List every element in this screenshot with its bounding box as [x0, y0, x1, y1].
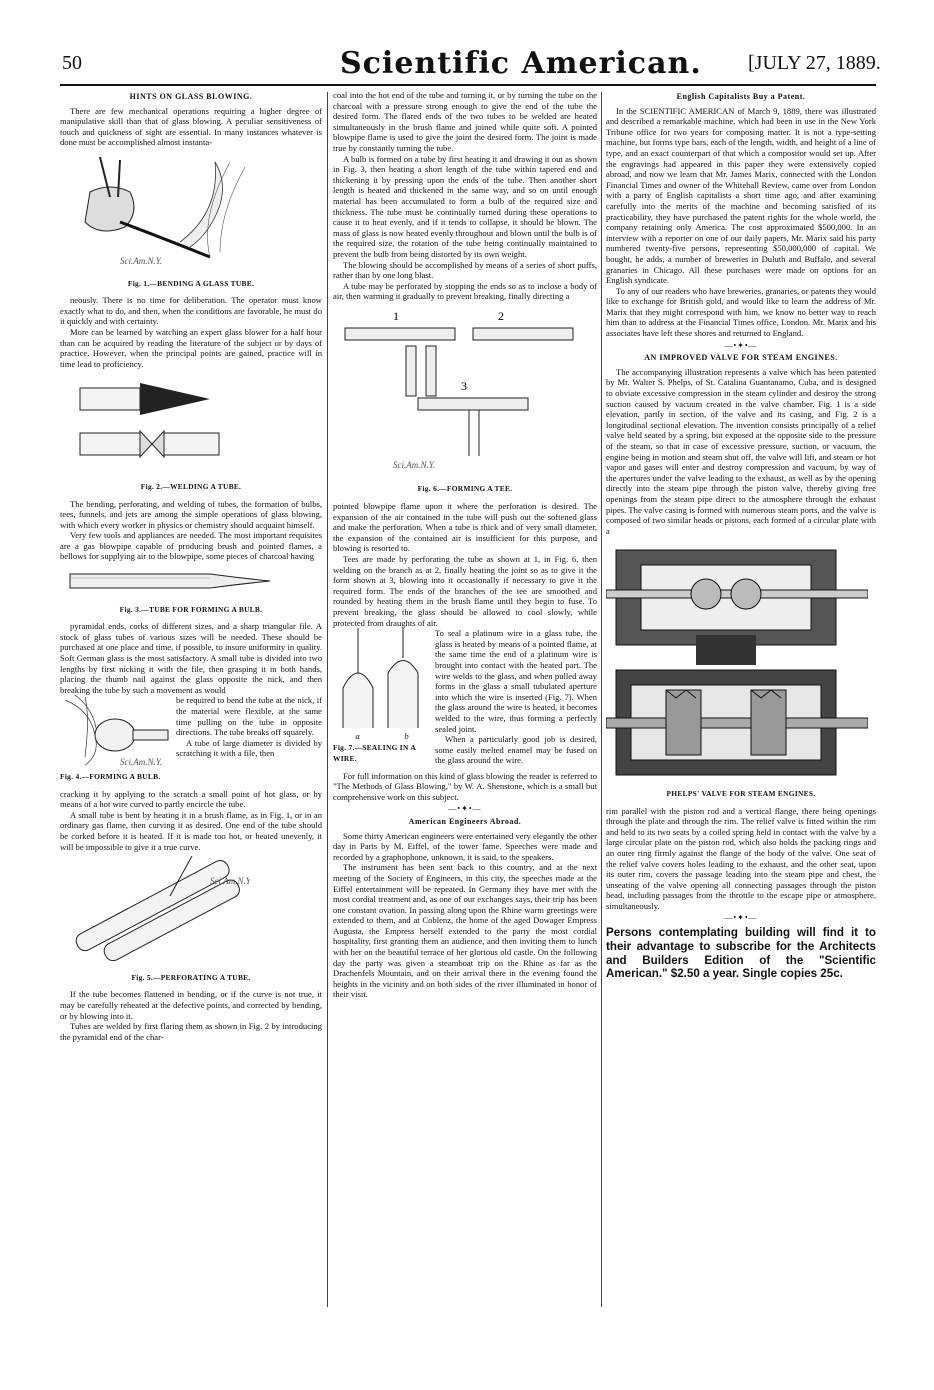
figure-sealing-wire: [333, 628, 431, 728]
paragraph: cracking it by applying to the scratch a small point of hot glass, or by means of a hot wire curved to partly encircle the tube.: [60, 788, 322, 810]
paragraph: A bulb is formed on a tube by first heating it and drawing it out as shown in Fig. 3, then heating a short length of the tube within tapered end and thickening it by pressing upon the ends of the tube. Then another short length is heated and thickened in the same way, and so on until enough material has been accumulated to form a bulb of the required size and thickness. The tube must be continually turned during these operations to cause it to heat evenly, and if it tends to collapse, it should be blown. The mass of glass is now heated evenly throughout and blown until the bulb is of the required size, the rotation of the tube being continually maintained to prevent the bulb from being distorted by its own weight.: [333, 153, 597, 259]
paragraph: pointed blowpipe flame upon it where the perforation is desired. The expansion of the air contained in the tube will push out the softened glass and make the perforation. When a tube is thick and of very small diameter, the expansion of the contained air is insufficient for this purpose, and blowing is resorted to.: [333, 501, 597, 554]
paragraph: A tube may be perforated by stopping the ends so as to inclose a body of air, then warming it gradually to prevent breaking, finally directing a: [333, 280, 597, 302]
paragraph: Very few tools and appliances are needed. The most important requisites are a gas blowpipe capable of producing brush and pointed flames, a bellows for supplying air to the blowpipe, some pieces of charcoal having: [60, 530, 322, 562]
figure-forming-bulb: [60, 695, 172, 767]
fig6-label-1: 1: [393, 308, 399, 323]
column-rule: [601, 92, 602, 1307]
fig7-wrap: [333, 628, 597, 770]
column-rule: [327, 92, 328, 1307]
figure-caption: Fig. 2.—WELDING A TUBE.: [140, 481, 242, 491]
paragraph: Tees are made by perforating the tube as shown at 1, in Fig. 6, then welding on the branch as at 2, finally heating the joint so as to give it the form shown at 3, blowing into it occasionally if necessary to give it the required form. The ends of the branches of the tee are smoothed and rounded by heating them in the brush flame until they begin to fuse. To prevent breaking, the glass should be allowed to cool slowly, while protected from draughts of air.: [333, 554, 597, 628]
column-1: [60, 90, 322, 1042]
page-number: 50: [62, 52, 82, 74]
paragraph: A tube of large diameter is divided by scratching it with a file, then: [176, 737, 322, 759]
fig7-label-a: a: [355, 730, 360, 741]
figure-caption: Fig. 3.—TUBE FOR FORMING A BULB.: [119, 604, 263, 614]
paragraph: Some thirty American engineers were entertained very elegantly the other day in Paris by M. Eiffel, of the tower fame. Speeches were made and recorded by a graphophone, unknown, it is said, to the speakers.: [333, 830, 597, 862]
fig4-signature: Sci.Am.N.Y.: [120, 757, 163, 768]
fig7-labels: [333, 731, 431, 742]
issue-date: [JULY 27, 1889.: [748, 52, 881, 74]
fig6-signature: Sci.Am.N.Y.: [393, 459, 436, 470]
paragraph: To seal a platinum wire in a glass tube, the glass is heated by means of a pointed flame, at the same time the end of a platinum wire is brought into contact with the heated part. The wire welds to the glass, and when pulled away forms in the glass a small tubulated aperture into which the wire is inserted (Fig. 7). When the glass around the wire is heated, it becomes welded to the wire, thus forming a perfectly sealed joint.: [435, 628, 597, 734]
column-2: [333, 90, 597, 1000]
fig7-text: [435, 628, 597, 770]
figure-caption: Fig. 7.—SEALING IN A WIRE.: [333, 743, 416, 763]
fig4-block: [60, 695, 172, 788]
fig4-wrap: [60, 695, 322, 788]
article-heading-glass-blowing: HINTS ON GLASS BLOWING.: [129, 92, 253, 101]
fig5-signature: Sci.Am.N.Y.: [210, 876, 250, 887]
fig6-label-3: 3: [461, 378, 467, 393]
fig7-label-b: b: [404, 730, 409, 741]
paragraph: be required to bend the tube at the nick, if the material were flexible, at the same time pulling on the tube in opposite directions. The tube breaks off squarely.: [176, 695, 322, 738]
column-3: [606, 90, 876, 981]
paragraph: The bending, perforating, and welding of tubes, the formation of bulbs, tees, funnels, and jets are among the simple operations of glass blowing, with which every worker in physics or chemistry should acquaint himself.: [60, 498, 322, 530]
figure-welding-tube: [60, 373, 230, 473]
paragraph: rim parallel with the piston rod and a vertical flange, there being openings through the plate and through the rim. The relief valve is fitted within the rim and held to its two seats by a coiled spring held in contact with the valve by a large circular plate on the piston rod, which also holds the packing rings and an outer ring firmly against the flange of the body of the valve. One seat of the relief valve covers holes leading to the exhaust, and the other seat, upon its outer rim, covers the passage leading into the steam pipe and chest, the unseating of the valve opening all connecting passages through the piston head, including passages from the throttle to the escape pipe or atmosphere, simultaneously.: [606, 805, 876, 911]
header-rule: [60, 84, 876, 86]
article-heading-valve: AN IMPROVED VALVE FOR STEAM ENGINES.: [644, 353, 838, 363]
paragraph: To any of our readers who have breweries, granaries, or patents they would like to exchange for British gold, and would like to learn the address of Mr. Marix that they might correspond with him, we know no better way to reach him than to address at the Financial Times office, London. Mr. Marix and his associates have left these shores and returned to England.: [606, 285, 876, 339]
paragraph: When a particularly good job is desired, some easily melted enamel may be fused on the glass around the wire.: [435, 734, 597, 766]
figure-caption: PHELPS' VALVE FOR STEAM ENGINES.: [666, 788, 816, 798]
subscription-notice: Persons contemplating building will find it to their advantage to subscribe for the Architects and Builders Edition of the "Scientific American." $2.50 a year. Single copies 25c.: [606, 926, 876, 981]
fig6-label-2: 2: [498, 308, 504, 323]
paragraph: For full information on this kind of glass blowing the reader is referred to "The Methods of Glass Blowing," by W. A. Shenstone, which is a small but comprehensive work on this subject.: [333, 770, 597, 802]
figure-caption: Fig. 1.—BENDING A GLASS TUBE.: [127, 278, 255, 288]
paragraph: If the tube becomes flattened in bending, or if the curve is not true, it may be carefully reheated at the defective points, and corrected by bending, or by blowing into it.: [60, 989, 322, 1021]
article-heading-capitalists: English Capitalists Buy a Patent.: [676, 92, 806, 101]
figure-bending-glass-tube: [60, 152, 260, 270]
figure-caption: Fig. 5.—PERFORATING A TUBE.: [131, 972, 251, 982]
paragraph: The blowing should be accomplished by means of a series of short puffs, rather than by one long blast.: [333, 259, 597, 281]
figure-perforating-tube: [60, 856, 250, 964]
section-divider: —•✦•—: [724, 913, 758, 923]
paragraph: pyramidal ends, corks of different sizes, and a sharp triangular file. A stock of glass tubes of various sizes will be needed. These should be purchased at one place and time, if possible, to insure uniformity in quality. Soft German glass is the most satisfactory. A small tube is divided into two lengths by first nicking it with the file, then grasping it in both hands, placing the thumb nail against the glass opposite the nick, and then breaking the tube by such a movement as would: [60, 621, 322, 695]
paragraph: More can be learned by watching an expert glass blower for a half hour than can be acquired by reading the literature of the subject or by days of practice. However, when the principal points are gained, practice will in time lead to proficiency.: [60, 326, 322, 369]
section-divider: —•✦•—: [724, 340, 758, 350]
paragraph: The accompanying illustration represents a valve which has been patented by Mr. Walter S. Phelps, of St. Catalina Guantanamo, Cuba, and is designed to obviate excessive compression in the steam cylinder and destroy the strong suction caused by vacuum created in the valve chamber. Fig. 1 is a side elevation, partly in section, of the valve and its casing, and Fig. 2 is a longitudinal sectional elevation. The invention consists principally of a relief valve held seated by a spring, but exposed at the opposite side to the pressure of the steam, so that in case of excessive pressure, suction, or vacuum, the engine being in motion and steam shut off, the valve will lift, and steam or hot vapor and gases will enter and destroy compression and vacuum, by way of the apertures under the valve leading to the exhaust, as well as by the opening directly into the steam pipe through the piston valve, thereby giving free openings from the steam pipe direct to the atmosphere through the exhaust pipes. The valve casing is formed with numerous steam ports, and the valve is composed of two similar heads or pistons, each formed of a circular plate with a: [606, 366, 876, 536]
fig7-block: [333, 628, 431, 770]
figure-forming-tee: [333, 306, 583, 476]
fig4-text: [176, 695, 322, 788]
article-heading-engineers: American Engineers Abroad.: [408, 816, 522, 826]
paragraph: A small tube is bent by heating it in a brush flame, as in Fig. 1, or in an ordinary gas flame, then curving it as desired. One end of the tube should be corked before it is heated. If it is made too hot, or heated unevenly, it will be impossible to give it a true curve.: [60, 809, 322, 852]
paragraph: The instrument has been sent back to this country, and at the next meeting of the Society of Engineers, in this city, the speeches made at the Eiffel entertainment will be repeated. In Germany they have met with the most cordial treatment and, as one of our exchanges says, their trip has been one constant ovation. In passing along upon the Rhine warm greetings were extended to them, and at Coblenz, the home of the aged Dowager Empress Augusta, the Empress herself extended to the party the most cordial hospitality, first granting them an audience, and then inviting them to lunch with her on the beautiful terrace of her glorious old castle. On the following day the party was given a steamboat trip on the Rhine as far as the Drachenfels Mountain, and on their arrival there in the evening found the heights in the vicinity and on both sides of the river illuminated in honor of their visit.: [333, 862, 597, 1000]
fig1-signature: Sci.Am.N.Y.: [120, 255, 163, 266]
paragraph: There are few mechanical operations requiring a higher degree of manipulative skill than that of glass blowing. A peculiar sensitiveness of touch and quickness of sight are essential. In many instances whatever is done must be accomplished almost instanta-: [60, 105, 322, 148]
figure-caption: Fig. 6.—FORMING A TEE.: [417, 484, 513, 494]
figure-caption: Fig. 4.—FORMING A BULB.: [60, 772, 161, 781]
paragraph: Tubes are welded by first flaring them as shown in Fig. 2 by introducing the pyramidal end of the char-: [60, 1021, 322, 1042]
paragraph: coal into the hot end of the tube and turning it, or by turning the tube on the charcoal with a pressure strong enough to give the end of the tube the desired form. The flared ends of the two tubes to be welded are heated simultaneously in the brush flame and joined while quite soft. A pointed blowpipe flame is used to give the joint the desired form. The joint is made true by constantly turning the tube.: [333, 90, 597, 153]
section-divider: —•✦•—: [448, 804, 482, 814]
paragraph: neously. There is no time for deliberation. The operator must know exactly what to do, and then, when the conditions are favorable, he must do it quickly and with certainty.: [60, 295, 322, 327]
paragraph: In the SCIENTIFIC AMERICAN of March 9, 1889, there was illustrated and described a remarkable machine, which had been in use in the New York Tribune office for two years for composing matter. It is not a type-setting machine, but forms type bars, each of the length, width, and height of a line of type, and an exact counterpart of that which a compositor would set up. After the engravings had appeared in this paper they were extensively copied abroad, and now we learn that Mr. James Marix, connected with the London Financial Times and owner of the Whitehall Review, came over from London with a party of English capitalists a short time ago, and after examining carefully into the merits of the machine and becoming satisfied of its practicability, they have purchased the patent rights for the whole world, the company retaining only America. The cost approximated $500,000. In an interview with a reporter on one of our daily papers, Mr. Marix said his party numbered twenty-five persons, representing $50,000,000 of capital. We bought, he adds, a number of breweries in Duluth and Buffalo, and several granaries in Chicago. All these purchases were made on options for an English syndicate.: [606, 105, 876, 286]
masthead: Scientific American.: [340, 46, 702, 81]
figure-tube-for-bulb: [60, 566, 280, 596]
figure-phelps-valve: [606, 540, 868, 780]
